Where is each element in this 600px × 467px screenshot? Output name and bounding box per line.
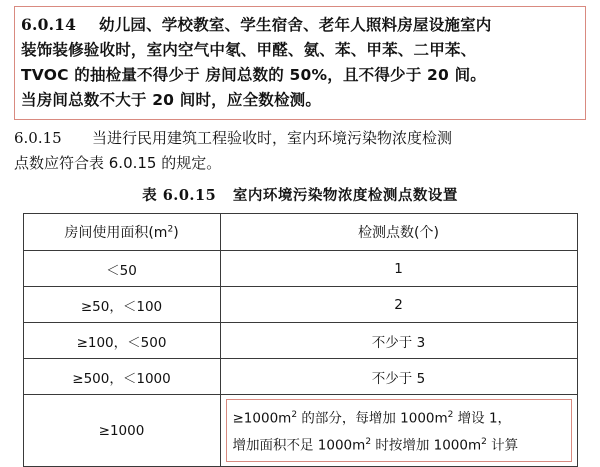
clause-6-0-14 — [14, 6, 586, 120]
table-row — [23, 359, 577, 395]
detection-points-table — [23, 213, 578, 467]
clause-text-line: 幼儿园、学校教室、学生宿舍、老年人照料房屋设施室内 — [99, 16, 492, 34]
column-header-area — [23, 214, 220, 251]
cell-points: 2 — [220, 287, 577, 323]
clause-number: 6.0.15 — [14, 129, 62, 147]
clause-text-line: 当进行民用建筑工程验收时，室内环境污染物浓度检测 — [92, 129, 453, 147]
clause-line-1 — [21, 12, 579, 38]
note-box — [226, 399, 572, 462]
table-caption — [14, 184, 586, 205]
clause-line-4: 当房间总数不大于 20 间时，应全数检测。 — [21, 91, 322, 109]
cell-points: 1 — [220, 251, 577, 287]
clause-6-0-15 — [14, 126, 586, 176]
header-area-suffix: ) — [173, 225, 179, 241]
cell-points-note — [220, 395, 577, 467]
cell-area: ≥50，＜100 — [23, 287, 220, 323]
cell-points: 不少于 5 — [220, 359, 577, 395]
header-area-prefix: 房间使用面积(m — [64, 225, 168, 241]
table-caption-title: 室内环境污染物浓度检测点数设置 — [232, 188, 458, 204]
table-row — [23, 395, 577, 467]
table-row — [23, 251, 577, 287]
note-line-2: 增加面积不足 $1000m^2$ 时按增加 $1000m^2$ 计算 — [232, 436, 519, 453]
clause-line-1 — [14, 126, 586, 151]
table-row — [23, 287, 577, 323]
cell-area: ＜50 — [23, 251, 220, 287]
table-header-row — [23, 214, 577, 251]
clause-line-2: 点数应符合表 6.0.15 的规定。 — [14, 154, 222, 172]
cell-area: ≥100，＜500 — [23, 323, 220, 359]
clause-number: 6.0.14 — [21, 15, 77, 34]
column-header-points: 检测点数(个) — [220, 214, 577, 251]
table-row — [23, 323, 577, 359]
clause-line-2: 装饰装修验收时，室内空气中氡、甲醛、氨、苯、甲苯、二甲苯、 — [21, 41, 477, 59]
header-area-superscript: 2 — [167, 224, 174, 235]
cell-area: ≥500，＜1000 — [23, 359, 220, 395]
clause-line-3: TVOC 的抽检量不得少于 房间总数的 50%，且不得少于 20 间。 — [21, 66, 487, 84]
cell-points: 不少于 3 — [220, 323, 577, 359]
note-line-1: $\ge 1000m^2$ 的部分，每增加 $1000m^2$ 增设 1， — [232, 410, 512, 427]
table-caption-number: 表 6.0.15 — [142, 187, 217, 204]
cell-area: ≥1000 — [23, 395, 220, 467]
